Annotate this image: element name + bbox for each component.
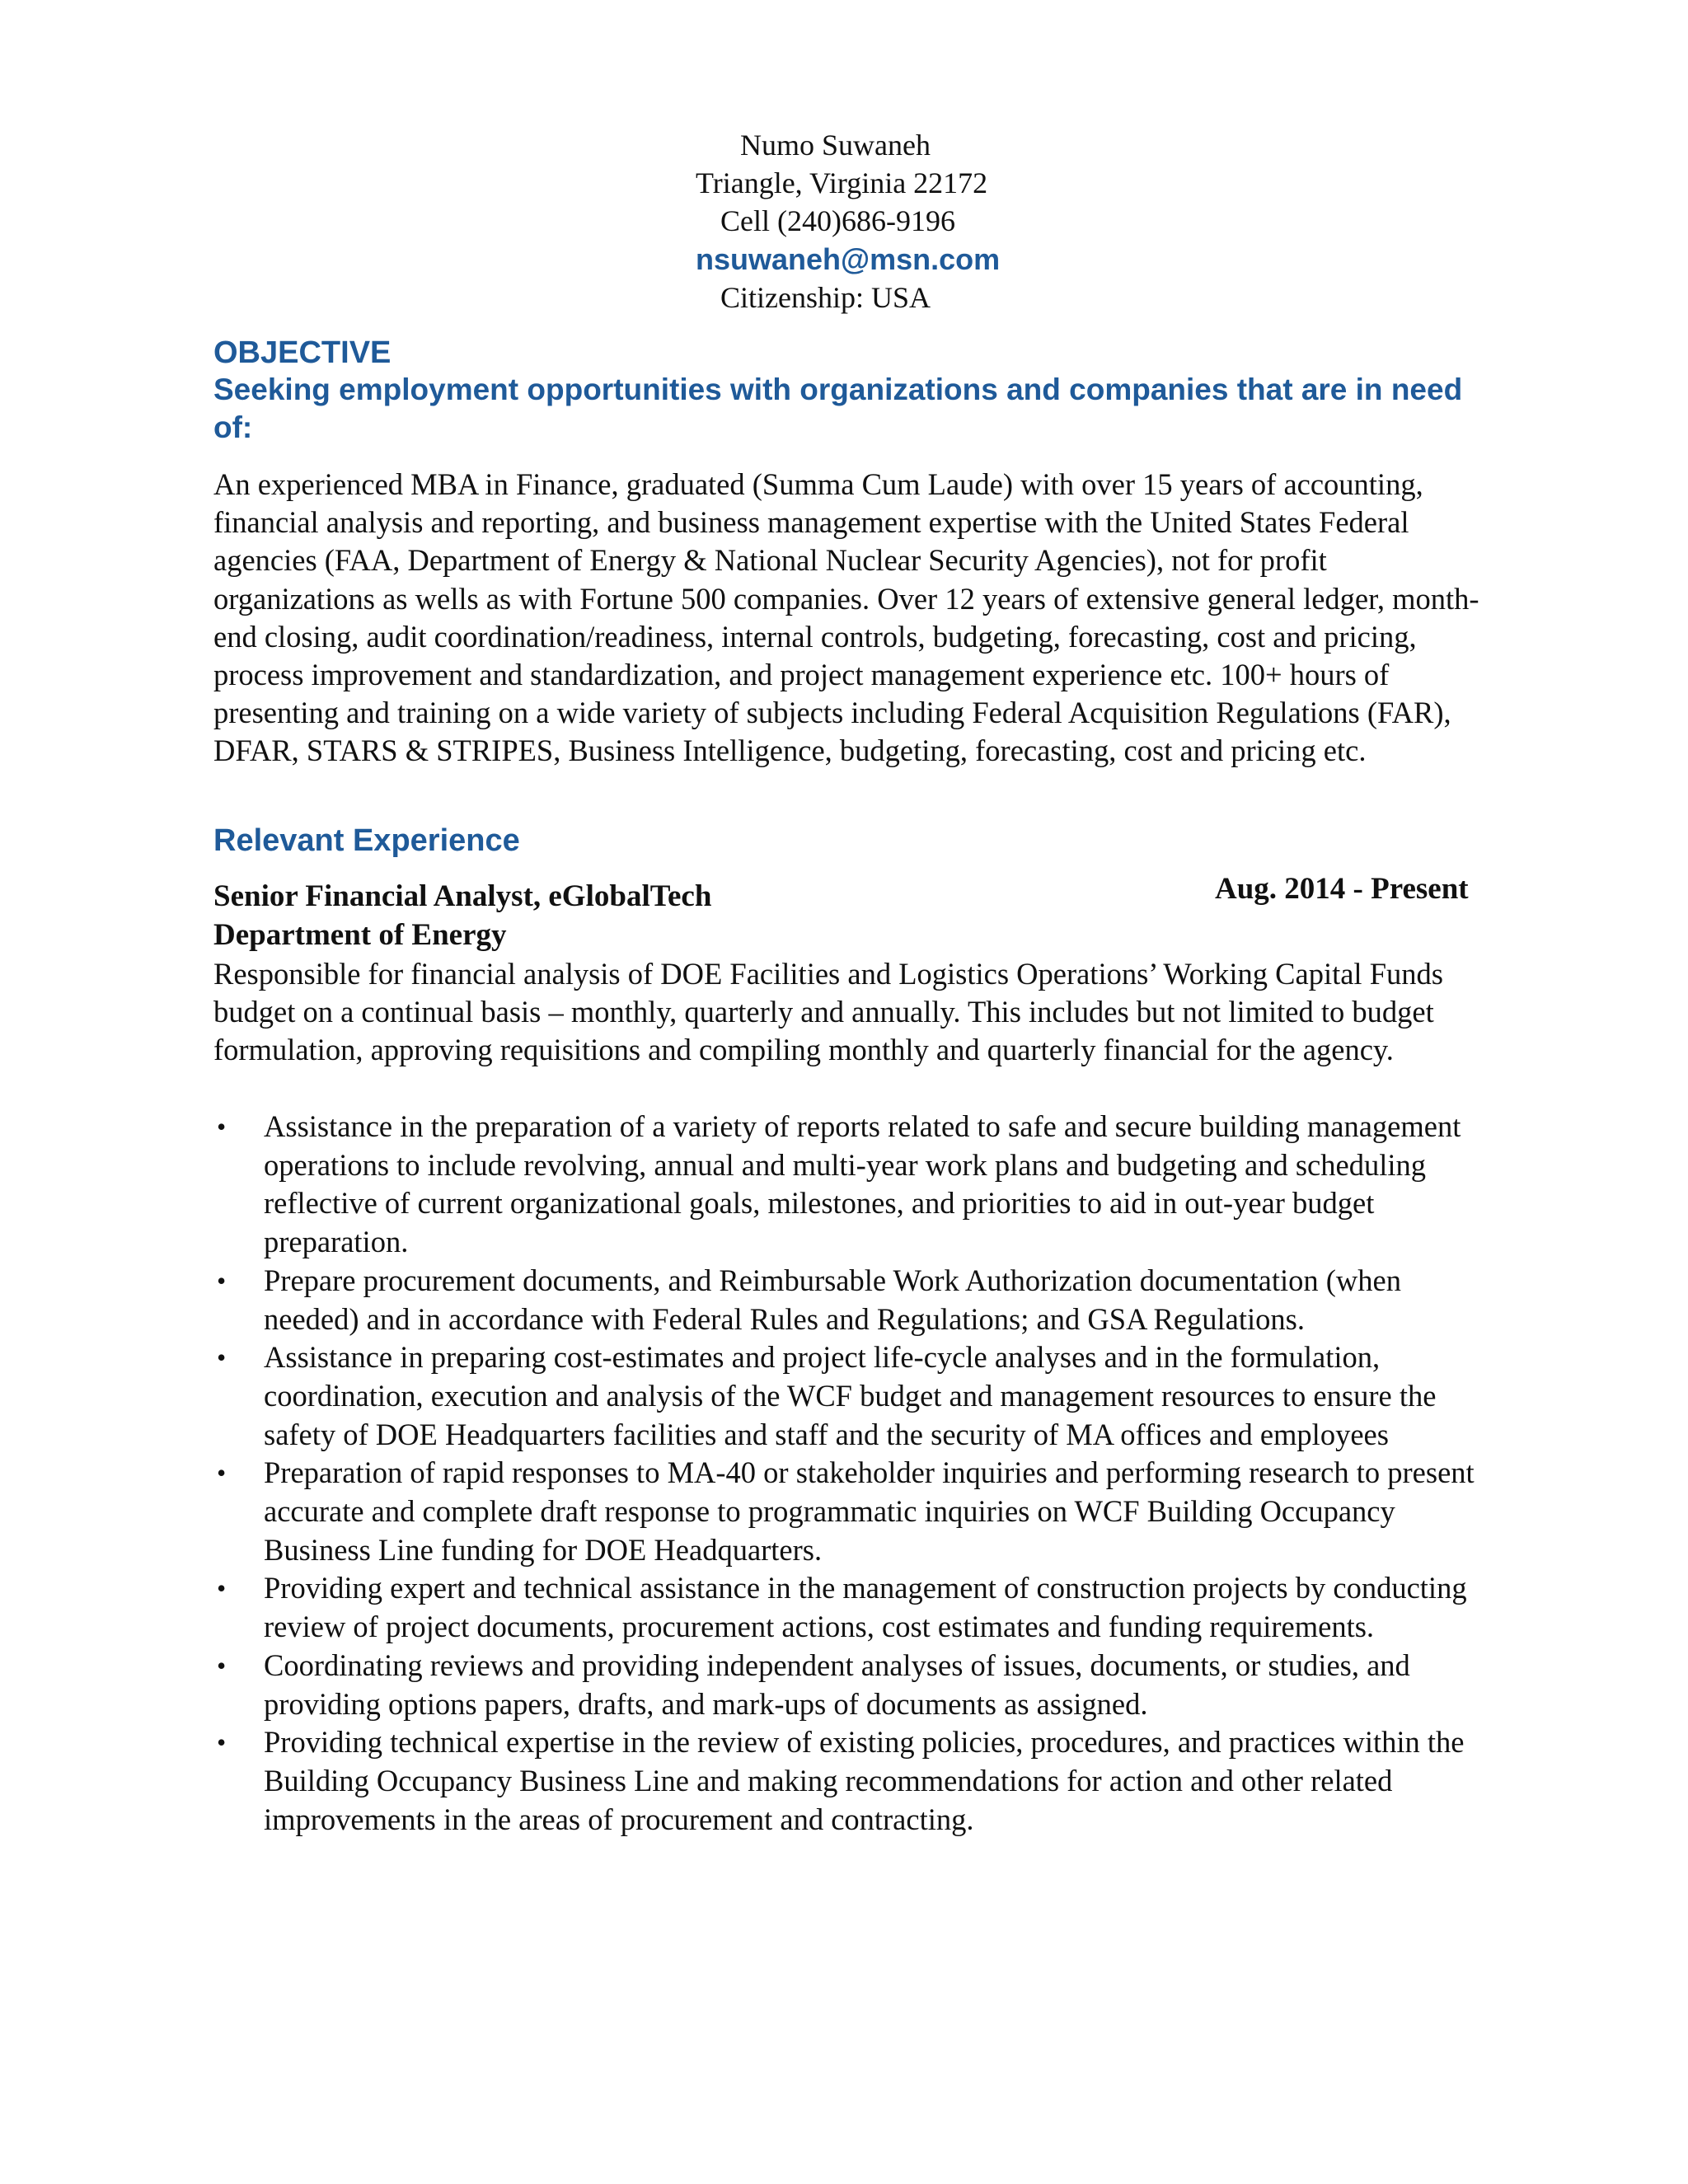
job-description: Responsible for financial analysis of DOE Facilities and Logistics Operations’ Working Capital Funds budget on a continual basis – monthly, quarterly and annually. This includes but not limited to budget formulation, approving requisitions and compiling monthly and quarterly financial for the agency. (213, 957, 1443, 1067)
objective-headline: Seeking employment opportunities with organizations and companies that are in need of: (213, 373, 1463, 444)
job-organization: Department of Energy (213, 918, 507, 952)
experience-heading: Relevant Experience (213, 823, 520, 858)
bullet-icon: • (217, 1458, 227, 1488)
duty-text: Providing expert and technical assistance in the management of construction projects by conducting review of project documents, procurement actions, cost estimates and funding requirements. (264, 1571, 1467, 1644)
candidate-citizenship: Citizenship: USA (720, 281, 931, 314)
bullet-icon: • (217, 1727, 227, 1758)
list-item (213, 1723, 1492, 1839)
duty-text: Coordinating reviews and providing independent analyses of issues, documents, or studies, and providing options papers, drafts, and mark-ups of documents as assigned. (264, 1647, 1410, 1721)
duty-text: Providing technical expertise in the review of existing policies, procedures, and practices within the Building Occupancy Business Line and making recommendations for action and other related improvements in the areas of procurement and contracting. (264, 1725, 1465, 1836)
bullet-icon: • (217, 1650, 227, 1680)
duty-text: Assistance in preparing cost-estimates and project life-cycle analyses and in the formulation, coordination, execution and analysis of the WCF budget and management resources to ensure the safety of DOE Headquarters facilities and staff and the security of MA offices and employees (264, 1340, 1437, 1451)
list-item (213, 1338, 1492, 1454)
list-item (213, 1569, 1492, 1646)
list-item (213, 1262, 1492, 1338)
duty-text: Prepare procurement documents, and Reimbursable Work Authorization documentation (when needed) and in accordance with Federal Rules and Regulations; and GSA Regulations. (264, 1263, 1401, 1336)
duty-text: Preparation of rapid responses to MA-40 or stakeholder inquiries and performing research to present accurate and complete draft response to programmatic inquiries on WCF Building Occupancy Business Line funding for DOE Headquarters. (264, 1455, 1475, 1567)
objective-summary: An experienced MBA in Finance, graduated (Summa Cum Laude) with over 15 years of accounting, financial analysis and reporting, and business management expertise with the United States Federal agencies (FAA, Department of Energy & National Nuclear Security Agencies), not for profit organizations as wells as with Fortune 500 companies. Over 12 years of extensive general ledger, month-end closing, audit coordination/readiness, internal controls, budgeting, forecasting, cost and pricing, process improvement and standardization, and project management experience etc. 100+ hours of presenting and training on a wide variety of subjects including Federal Acquisition Regulations (FAR), DFAR, STARS & STRIPES, Business Intelligence, budgeting, forecasting, cost and pricing etc. (213, 467, 1479, 768)
list-item (213, 1647, 1492, 1723)
job-duties-list (213, 1108, 1499, 1839)
job-title: Senior Financial Analyst, eGlobalTech (213, 879, 712, 913)
candidate-email-link[interactable]: nsuwaneh@msn.com (696, 242, 1001, 276)
bullet-icon: • (217, 1573, 227, 1604)
bullet-icon: • (217, 1343, 227, 1373)
bullet-icon: • (217, 1112, 227, 1141)
objective-heading: OBJECTIVE (213, 335, 392, 370)
candidate-cell: Cell (240)686-9196 (720, 204, 955, 237)
list-item (213, 1108, 1492, 1262)
list-item (213, 1454, 1492, 1569)
candidate-name: Numo Suwaneh (740, 129, 931, 162)
duty-text: Assistance in the preparation of a variety of reports related to safe and secure building management operations to include revolving, annual and multi-year work plans and budgeting and scheduling reflective of current organizational goals, milestones, and priorities to aid in out-year budget preparation. (264, 1109, 1461, 1259)
candidate-location: Triangle, Virginia 22172 (696, 166, 988, 199)
bullet-icon: • (217, 1265, 227, 1296)
job-dates: Aug. 2014 - Present (1215, 872, 1469, 906)
